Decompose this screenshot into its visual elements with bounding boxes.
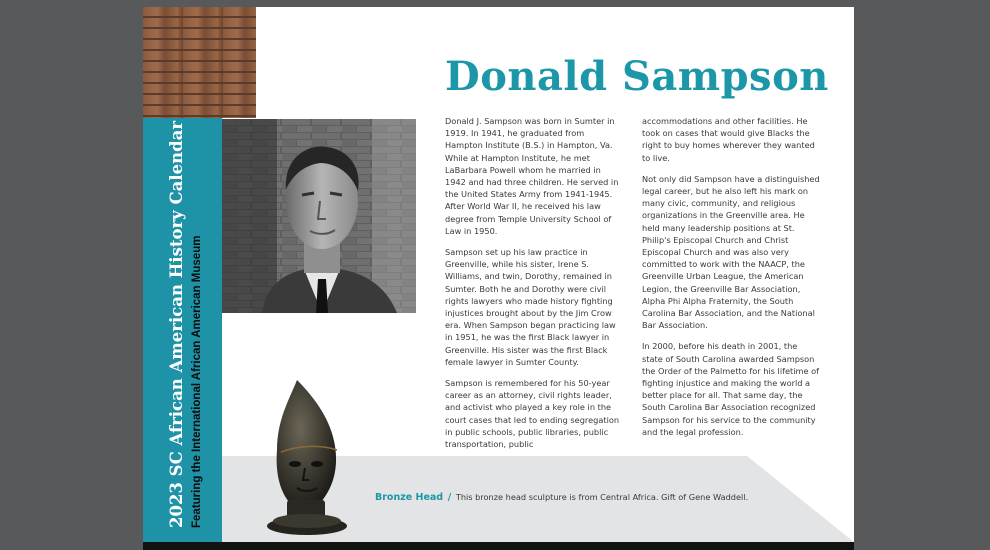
page-bottom-edge	[143, 542, 854, 550]
biography-paragraph: Not only did Sampson have a distinguished legal career, but he also left his mark on many civic, community, and religious organizations in the Greenville area. He held many leadership positions at St. Philip's Episcopal Church and Christ Episcopal Church and was also very committed to work with the NAACP, the Greenville Urban League, the American Legion, the Greenville Bar Association, Alpha Phi Alpha Fraternity, the South Carolina Bar Association, and the National Bar Association.	[642, 173, 820, 331]
biography-column-right	[642, 115, 820, 447]
calendar-page	[143, 7, 854, 550]
biography-paragraph: Sampson is remembered for his 50-year career as an attorney, civil rights leader, and activist who played a key role in the court cases that led to ending segregation in public schools, public libraries, public transportation, public	[445, 378, 620, 450]
portrait-illustration	[222, 119, 416, 313]
page-title: Donald Sampson	[445, 53, 829, 100]
caption-text: This bronze head sculpture is from Central Africa. Gift of Gene Waddell.	[455, 492, 749, 502]
caption-separator: /	[447, 492, 452, 503]
biography-paragraph: Donald J. Sampson was born in Sumter in 1919. In 1941, he graduated from Hampton Institute (B.S.) in Hampton, Va. While at Hampton Institute, he met LaBarbara Powell whom he married in 1942 and had three children. He served in the United States Army from 1941-1945. After World War II, he received his law degree from Temple University School of Law in 1950.	[445, 116, 619, 236]
biography-paragraph: Sampson set up his law practice in Greenville, while his sister, Irene S. Williams, and twin, Dorothy, remained in Sumter. Both he and Dorothy were civil rights lawyers who made history fighting injustices brought about by the Jim Crow era. When Sampson began practicing law in 1951, he was the first Black lawyer in Greenville. His sister was the first Black female lawyer in Sumter County.	[445, 247, 616, 367]
image-caption	[375, 492, 748, 503]
bronze-head-sculpture	[259, 380, 351, 536]
band-text-container	[143, 118, 222, 538]
biography-paragraph: accommodations and other facilities. He took on cases that would give Blacks the right to buy homes wherever they wanted to live.	[642, 116, 815, 163]
biography-paragraph: In 2000, before his death in 2001, the state of South Carolina awarded Sampson the Order of the Palmetto for his lifetime of fighting injustice and making the world a better place for all. That same day, the South Carolina Bar Association recognized Sampson for his service to the community and the legal profession.	[642, 341, 820, 437]
brick-wall-photo	[143, 7, 256, 118]
biography-column-left	[445, 115, 623, 459]
caption-title: Bronze Head	[375, 492, 444, 503]
calendar-subtitle: Featuring the International African American Museum	[191, 235, 203, 528]
portrait-photo	[222, 119, 416, 313]
calendar-title: 2023 SC African American History Calendar	[167, 120, 186, 528]
